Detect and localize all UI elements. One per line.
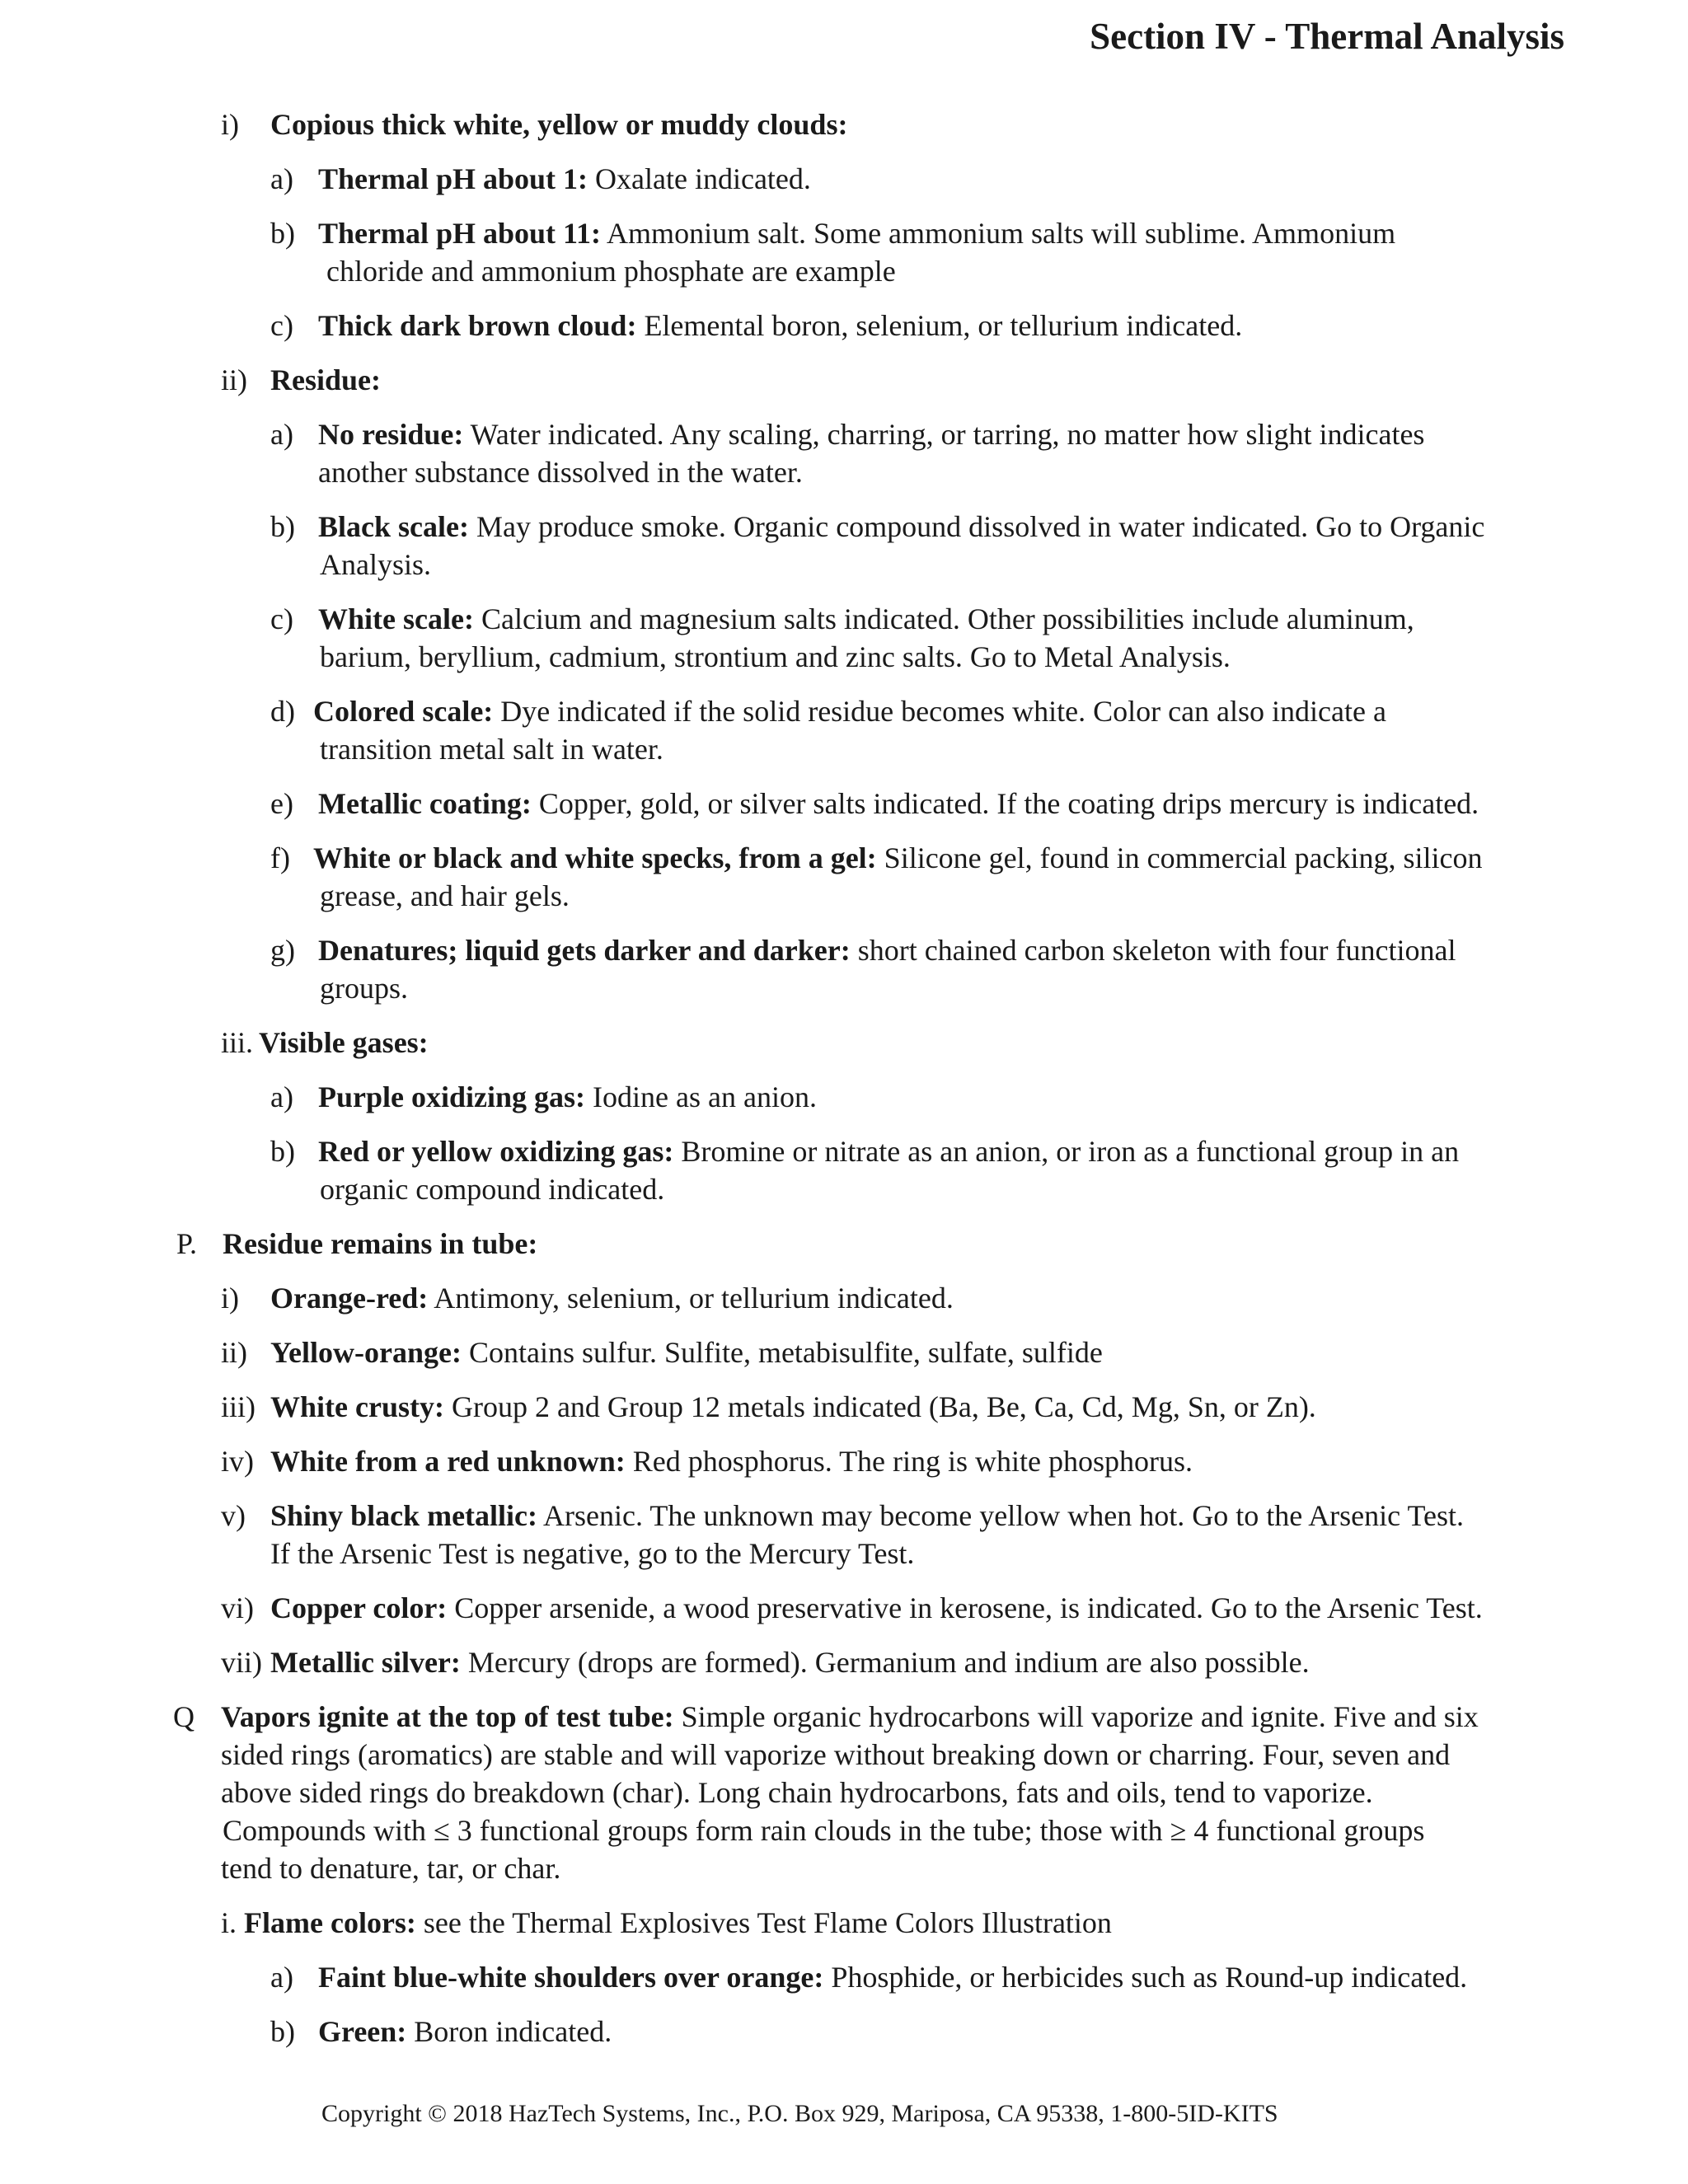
item-marker: b) [270,1135,295,1168]
item-heading: Shiny black metallic: [270,1499,538,1532]
list-item [221,1442,1193,1480]
item-continuation: sided rings (aromatics) are stable and will vaporize without breaking down or charring. Four, seven and [221,1738,1451,1771]
item-heading: Faint blue-white shoulders over orange: [318,1961,824,1994]
item-text: Simple organic hydrocarbons will vaporize and ignite. Five and six [673,1700,1479,1733]
list-item [270,214,1395,252]
item-marker: c) [270,602,293,635]
item-marker: vi) [221,1591,254,1624]
item-marker: b) [270,2015,295,2048]
item-text: Mercury (drops are formed). Germanium and indium are also possible. [460,1646,1310,1679]
item-marker: i) [221,108,239,141]
item-continuation: organic compound indicated. [320,1173,665,1206]
item-marker: d) [270,695,295,728]
item-text: Silicone gel, found in commercial packing, silicon [876,841,1483,874]
item-marker: iii. [221,1026,254,1059]
item-text: Group 2 and Group 12 metals indicated (Ba, Be, Ca, Cd, Mg, Sn, or Zn). [443,1390,1316,1423]
list-item [270,307,1242,344]
item-heading: Red or yellow oxidizing gas: [318,1135,674,1168]
item-text: Calcium and magnesium salts indicated. Other possibilities include aluminum, [473,602,1414,635]
item-continuation: above sided rings do breakdown (char). Long chain hydrocarbons, fats and oils, tend to vaporize. [221,1776,1373,1809]
list-item [270,839,1483,877]
list-item [221,1497,1464,1535]
list-item [221,1388,1316,1426]
item-heading: Flame colors: [244,1906,416,1939]
item-text: Bromine or nitrate as an anion, or iron as a functional group in an [673,1135,1460,1168]
list-item [270,2013,612,2050]
list-item [176,1225,537,1263]
item-text: Elemental boron, selenium, or tellurium indicated. [636,309,1243,342]
list-item [221,1589,1483,1627]
item-heading: Copper color: [270,1591,448,1624]
item-continuation: transition metal salt in water. [320,733,663,766]
item-continuation: Analysis. [320,548,431,581]
list-item [221,1333,1103,1371]
item-heading: Colored scale: [313,695,494,728]
copyright-footer: Copyright © 2018 HazTech Systems, Inc., P.O. Box 929, Mariposa, CA 95338, 1-800-5ID-KITS [321,2100,1278,2127]
item-text: Dye indicated if the solid residue becomes white. Color can also indicate a [493,695,1386,728]
item-marker: a) [270,1961,293,1994]
item-continuation: barium, beryllium, cadmium, strontium and zinc salts. Go to Metal Analysis. [320,640,1231,673]
list-item [221,361,381,399]
item-heading: Yellow-orange: [270,1336,462,1369]
item-continuation: groups. [320,972,408,1005]
item-heading: Thermal pH about 1: [318,162,588,195]
item-marker: iv) [221,1445,254,1478]
item-marker: b) [270,510,295,543]
item-heading: Black scale: [318,510,469,543]
item-marker: f) [270,841,290,874]
item-continuation: grease, and hair gels. [320,879,570,912]
item-heading: White or black and white specks, from a gel: [313,841,877,874]
item-continuation: chloride and ammonium phosphate are example [326,255,896,288]
item-heading: Vapors ignite at the top of test tube: [221,1700,674,1733]
item-text: Phosphide, or herbicides such as Round-up indicated. [823,1961,1468,1994]
item-text: Antimony, selenium, or tellurium indicated. [428,1282,954,1315]
item-heading: Purple oxidizing gas: [318,1080,586,1113]
item-marker: a) [270,1080,293,1113]
item-text: Copper arsenide, a wood preservative in kerosene, is indicated. Go to the Arsenic Test. [447,1591,1483,1624]
item-heading: Residue remains in tube: [223,1227,538,1260]
item-text: Water indicated. Any scaling, charring, or tarring, no matter how slight indicates [463,418,1425,451]
item-text: Red phosphorus. The ring is white phosphorus. [625,1445,1193,1478]
item-text: Iodine as an anion. [585,1080,817,1113]
item-heading: Metallic coating: [318,787,532,820]
item-text: May produce smoke. Organic compound dissolved in water indicated. Go to Organic [468,510,1485,543]
item-text: Copper, gold, or silver salts indicated. If the coating drips mercury is indicated. [531,787,1479,820]
item-text: see the Thermal Explosives Test Flame Colors Illustration [415,1906,1112,1939]
item-marker: b) [270,217,295,250]
item-marker: a) [270,418,293,451]
item-text: Contains sulfur. Sulfite, metabisulfite, sulfate, sulfide [461,1336,1103,1369]
item-heading: White crusty: [270,1390,444,1423]
item-heading: No residue: [318,418,464,451]
item-marker: e) [270,787,293,820]
item-heading: Residue: [270,363,381,396]
list-item [270,931,1456,969]
item-heading: Thermal pH about 11: [318,217,602,250]
list-item [173,1698,1479,1736]
list-item [270,600,1414,638]
list-item [221,105,847,143]
item-continuation: Compounds with ≤ 3 functional groups form rain clouds in the tube; those with ≥ 4 functional groups [223,1814,1425,1847]
item-marker: P. [176,1227,198,1260]
item-text: Ammonium salt. Some ammonium salts will sublime. Ammonium [601,217,1396,250]
list-item [270,1132,1459,1170]
item-marker: Q [173,1700,195,1733]
item-marker: i. [221,1906,237,1939]
list-item [221,1643,1310,1681]
item-heading: Visible gases: [259,1026,429,1059]
item-text: Arsenic. The unknown may become yellow when hot. Go to the Arsenic Test. [537,1499,1464,1532]
list-item [221,1279,954,1317]
item-heading: White from a red unknown: [270,1445,626,1478]
item-continuation: another substance dissolved in the water. [318,456,803,489]
item-marker: i) [221,1282,239,1315]
section-header: Section IV - Thermal Analysis [1090,16,1564,57]
item-text: Boron indicated. [406,2015,612,2048]
item-text: Oxalate indicated. [588,162,811,195]
item-heading: Thick dark brown cloud: [318,309,637,342]
item-marker: g) [270,934,295,967]
list-item [270,785,1479,823]
list-item [270,415,1424,453]
item-heading: Metallic silver: [270,1646,461,1679]
item-text: short chained carbon skeleton with four functional [850,934,1456,967]
item-marker: vii) [221,1646,262,1679]
item-heading: Orange-red: [270,1282,429,1315]
item-continuation: tend to denature, tar, or char. [221,1852,561,1885]
item-marker: ii) [221,1336,247,1369]
item-marker: v) [221,1499,246,1532]
item-heading: White scale: [318,602,474,635]
item-marker: ii) [221,363,247,396]
item-continuation: If the Arsenic Test is negative, go to the Mercury Test. [270,1537,915,1570]
list-item [270,692,1386,730]
list-item [270,508,1484,546]
item-marker: iii) [221,1390,256,1423]
item-heading: Copious thick white, yellow or muddy clouds: [270,108,848,141]
item-heading: Green: [318,2015,407,2048]
list-item [270,160,811,198]
item-marker: a) [270,162,293,195]
list-item [221,1904,1112,1942]
list-item [270,1078,817,1116]
list-item [221,1024,429,1062]
item-marker: c) [270,309,293,342]
list-item [270,1958,1467,1996]
item-heading: Denatures; liquid gets darker and darker: [318,934,851,967]
